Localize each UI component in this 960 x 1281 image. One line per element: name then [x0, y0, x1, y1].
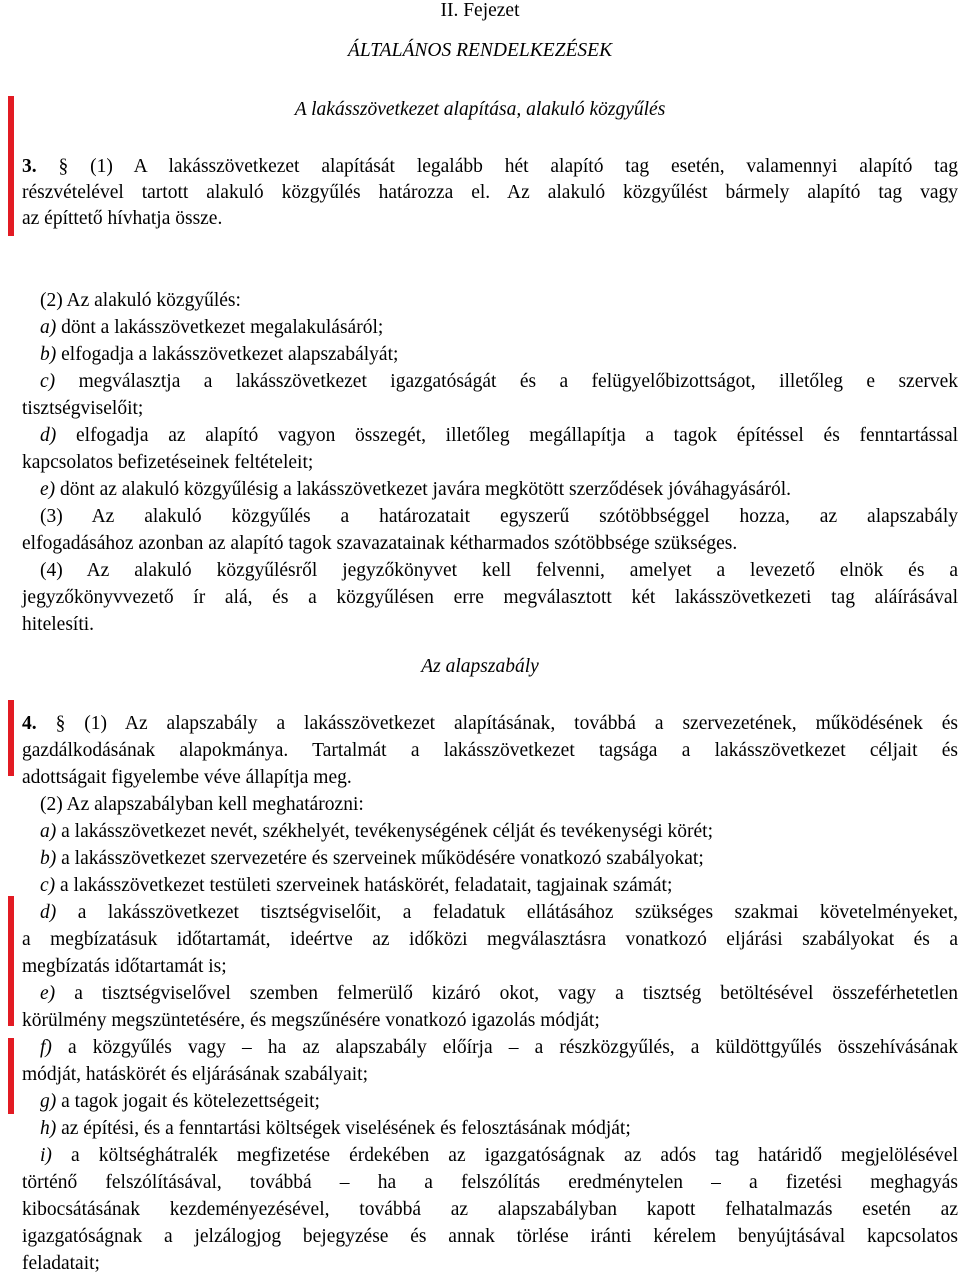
paragraph-line: történő felszólításával, továbbá – ha a felszólítás eredménytelen – a fizetési meghagyás	[22, 1172, 958, 1193]
paragraph-line: kapcsolatos befizetéseinek feltételeit;	[22, 452, 314, 473]
section-heading: Az alapszabály	[421, 656, 539, 677]
list-item: c) a lakásszövetkezet testületi szerveinek hatáskörét, feladatait, tagjainak számát;	[40, 875, 673, 896]
paragraph-line: 3. § (1) A lakásszövetkezet alapítását legalább hét alapító tag esetén, valamennyi alapító tag	[22, 156, 958, 177]
list-item: h) az építési, és a fenntartási költségek viselésének és felosztásának módját;	[40, 1118, 631, 1139]
paragraph-line: hitelesíti.	[22, 614, 95, 635]
list-item: e) a tisztségviselővel szemben felmerülő kizáró okot, vagy a tisztség betöltésével összeférhetetlen	[40, 983, 958, 1004]
list-item: d) a lakásszövetkezet tisztségviselőit, a feladatuk ellátásához szükséges szakmai követelményeket,	[40, 902, 959, 923]
list-item: f) a közgyűlés vagy – ha az alapszabály előírja – a részközgyűlés, a küldöttgyűlés összehívásának	[40, 1037, 958, 1058]
subsection-line: (4) Az alakuló közgyűlésről jegyzőkönyvet kell felvenni, amelyet a levezető elnök és a	[40, 560, 958, 581]
paragraph-line: 4. § (1) Az alapszabály a lakásszövetkezet alapításának, továbbá a szervezetének, működésének és	[22, 713, 959, 734]
list-item: a) a lakásszövetkezet nevét, székhelyét, tevékenységének célját és tevékenységi körét;	[40, 821, 713, 842]
paragraph-number: 3.	[22, 156, 37, 177]
chapter-title: ÁLTALÁNOS RENDELKEZÉSEK	[347, 40, 613, 61]
paragraph-line: tisztségviselőit;	[22, 398, 144, 419]
change-bar	[8, 1038, 14, 1114]
change-bar	[8, 700, 14, 776]
list-item: d) elfogadja az alapító vagyon összegét, illetőleg megállapítja a tagok építéssel és fenntartással	[40, 425, 959, 446]
list-item: i) a költséghátralék megfizetése érdekében az igazgatóságnak az adós tag határidő megjelölésével	[40, 1145, 958, 1166]
paragraph-line: részvételével tartott alakuló közgyűlés határozza el. Az alakuló közgyűlést bármely alapító tag vagy	[22, 182, 958, 203]
paragraph-line: elfogadásához azonban az alapító tagok szavazatainak kétharmados szótöbbsége szükséges.	[22, 533, 738, 554]
paragraph-line: gazdálkodásának alapokmánya. Tartalmát a lakásszövetkezet tagsága a lakásszövetkezet céljait és	[22, 740, 958, 761]
list-item: g) a tagok jogait és kötelezettségeit;	[40, 1091, 320, 1112]
paragraph-line: módját, hatáskörét és eljárásának szabályait;	[22, 1064, 368, 1085]
list-item: c) megválasztja a lakásszövetkezet igazgatóságát és a felügyelőbizottságot, illetőleg e szervek	[40, 371, 959, 392]
paragraph-line: jegyzőkönyvvezető ír alá, és a közgyűlésen erre megválasztott két lakásszövetkezeti tag aláírásával	[22, 587, 958, 608]
subsection-line: (3) Az alakuló közgyűlés a határozatait egyszerű szótöbbséggel hozza, az alapszabály	[40, 506, 958, 527]
subsection-intro: (2) Az alapszabályban kell meghatározni:	[40, 794, 364, 815]
list-item: a) dönt a lakásszövetkezet megalakulásáról;	[40, 317, 384, 338]
list-item: b) elfogadja a lakásszövetkezet alapszabályát;	[40, 344, 399, 365]
list-item: e) dönt az alakuló közgyűlésig a lakásszövetkezet javára megkötött szerződések jóváhagyásáról.	[40, 479, 791, 500]
change-bar	[8, 896, 14, 1026]
chapter-number: II. Fejezet	[440, 0, 520, 21]
paragraph-line: megbízatás időtartamát is;	[22, 956, 227, 977]
paragraph-line: körülmény megszüntetésére, és megszűnésére vonatkozó igazolás módját;	[22, 1010, 600, 1031]
paragraph-line: az építtető hívhatja össze.	[22, 208, 223, 229]
paragraph-line: adottságait figyelembe véve állapítja meg.	[22, 767, 352, 788]
paragraph-line: feladatait;	[22, 1253, 100, 1274]
list-item: b) a lakásszövetkezet szervezetére és szerveinek működésére vonatkozó szabályokat;	[40, 848, 704, 869]
subsection-intro: (2) Az alakuló közgyűlés:	[40, 290, 241, 311]
paragraph-line: kibocsátásának kezdeményezésével, továbbá az alapszabályban kapott felhatalmazás esetén az	[22, 1199, 958, 1220]
paragraph-number: 4.	[22, 713, 37, 734]
section-heading: A lakásszövetkezet alapítása, alakuló közgyűlés	[294, 99, 666, 120]
paragraph-line: a megbízatásuk időtartamát, ideértve az időközi megválasztásra vonatkozó eljárási szabályokat és a	[22, 929, 958, 950]
paragraph-line: igazgatóságnak a jelzálogjog bejegyzése és annak törlése iránti kérelem benyújtásával kapcsolatos	[22, 1226, 958, 1247]
